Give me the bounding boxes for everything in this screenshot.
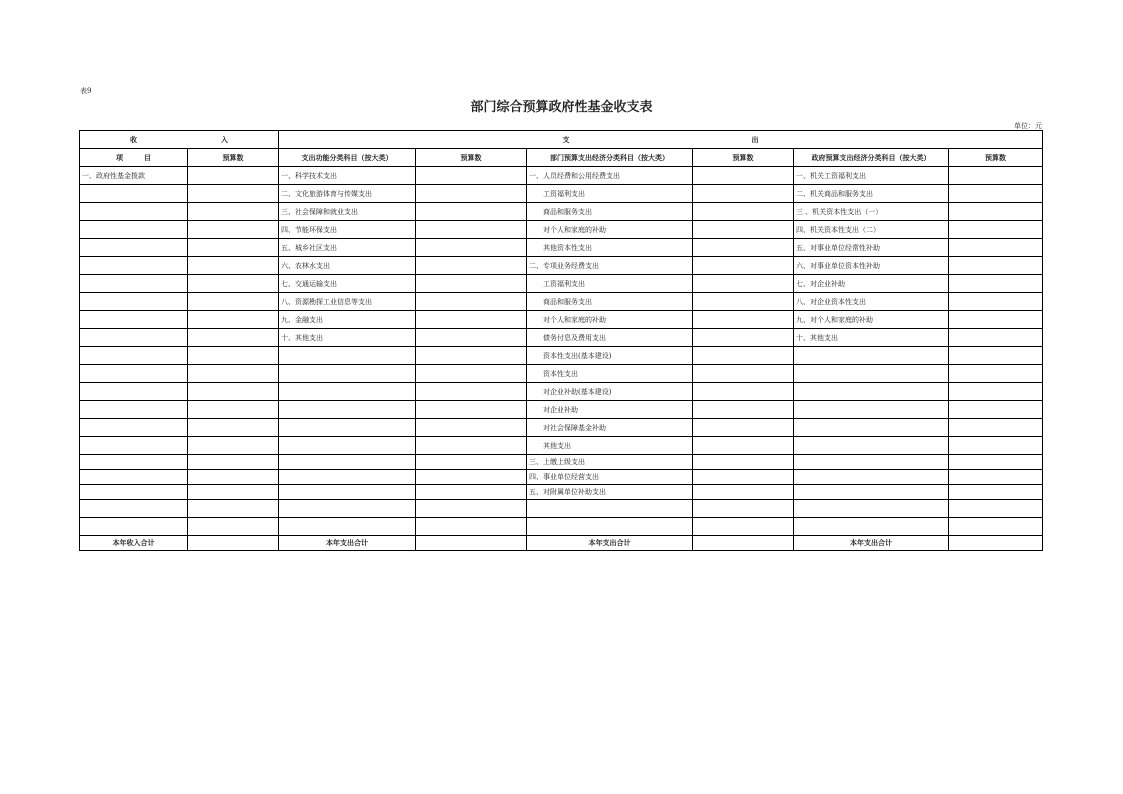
func-budget-cell [416, 419, 527, 437]
income-budget-cell [188, 518, 279, 536]
gov-econ-item-cell: 二、机关商品和服务支出 [794, 185, 949, 203]
dept-budget-cell [693, 455, 794, 470]
table-row [80, 455, 1043, 470]
func-item-cell [279, 347, 416, 365]
income-budget-cell [188, 329, 279, 347]
income-item-cell [80, 500, 188, 518]
income-budget-cell [188, 257, 279, 275]
func-budget-cell [416, 257, 527, 275]
gov-budget-cell [949, 518, 1043, 536]
func-item-cell [279, 401, 416, 419]
dept-econ-column-header: 部门预算支出经济分类科目（按大类） [527, 149, 693, 167]
dept-econ-item-cell [527, 518, 693, 536]
income-item-cell [80, 203, 188, 221]
func-class-column-header: 支出功能分类科目（按大类） [279, 149, 416, 167]
income-budget-cell [188, 365, 279, 383]
gov-econ-item-cell [794, 437, 949, 455]
func-item-cell: 六、农林水支出 [279, 257, 416, 275]
dept-econ-item-cell [527, 500, 693, 518]
gov-budget-cell [949, 329, 1043, 347]
dept-budget-cell [693, 500, 794, 518]
func-item-cell: 八、资源勘探工业信息等支出 [279, 293, 416, 311]
func-budget-cell [416, 401, 527, 419]
dept-econ-item-cell: 对个人和家庭的补助 [527, 311, 693, 329]
gov-budget-cell [949, 455, 1043, 470]
func-budget-cell [416, 167, 527, 185]
income-budget-cell [188, 383, 279, 401]
gov-econ-item-cell: 四、机关资本性支出（二） [794, 221, 949, 239]
dept-budget-cell [693, 470, 794, 485]
table-row [80, 437, 1043, 455]
dept-econ-item-cell: 商品和服务支出 [527, 203, 693, 221]
page-title: 部门综合预算政府性基金收支表 [470, 100, 653, 115]
dept-budget-cell [693, 518, 794, 536]
gov-total-value [949, 536, 1043, 551]
income-item-cell [80, 329, 188, 347]
func-budget-cell [416, 365, 527, 383]
func-total-value [416, 536, 527, 551]
table-row [80, 275, 1043, 293]
income-item-cell [80, 257, 188, 275]
func-budget-cell [416, 185, 527, 203]
dept-econ-item-cell: 其他资本性支出 [527, 239, 693, 257]
income-item-cell [80, 275, 188, 293]
dept-budget-cell [693, 437, 794, 455]
gov-econ-item-cell: 五、对事业单位经常性补助 [794, 239, 949, 257]
table-row [80, 221, 1043, 239]
income-item-cell [80, 311, 188, 329]
income-item-cell: 一、政府性基金拨款 [80, 167, 188, 185]
dept-econ-item-cell: 对个人和家庭的补助 [527, 221, 693, 239]
income-item-cell [80, 239, 188, 257]
table-row [80, 383, 1043, 401]
table-row [80, 470, 1043, 485]
gov-budget-cell [949, 347, 1043, 365]
func-item-cell [279, 518, 416, 536]
table-row [80, 419, 1043, 437]
table-row [80, 500, 1043, 518]
income-total-label: 本年收入合计 [80, 536, 188, 551]
dept-budget-cell [693, 485, 794, 500]
income-header: 收 入 [80, 131, 279, 149]
income-item-cell [80, 455, 188, 470]
table-row [80, 329, 1043, 347]
func-item-cell: 五、城乡社区支出 [279, 239, 416, 257]
income-item-cell [80, 347, 188, 365]
dept-econ-item-cell: 五、对附属单位补助支出 [527, 485, 693, 500]
gov-total-label: 本年支出合计 [794, 536, 949, 551]
gov-budget-column-header: 预算数 [949, 149, 1043, 167]
gov-econ-item-cell [794, 383, 949, 401]
gov-budget-cell [949, 221, 1043, 239]
dept-econ-item-cell: 一、人员经费和公用经费支出 [527, 167, 693, 185]
dept-budget-cell [693, 239, 794, 257]
dept-econ-item-cell: 对社会保障基金补助 [527, 419, 693, 437]
gov-budget-cell [949, 167, 1043, 185]
table-row [80, 167, 1043, 185]
func-budget-cell [416, 275, 527, 293]
dept-econ-item-cell: 四、事业单位经营支出 [527, 470, 693, 485]
dept-budget-cell [693, 419, 794, 437]
table-row [80, 203, 1043, 221]
income-item-cell [80, 485, 188, 500]
dept-econ-item-cell: 对企业补助 [527, 401, 693, 419]
gov-econ-item-cell [794, 470, 949, 485]
expense-header: 支 出 [279, 131, 1043, 149]
dept-budget-cell [693, 257, 794, 275]
total-row [80, 536, 1043, 551]
dept-budget-cell [693, 221, 794, 239]
func-item-cell [279, 470, 416, 485]
income-budget-cell [188, 293, 279, 311]
table-row [80, 311, 1043, 329]
dept-budget-cell [693, 383, 794, 401]
income-budget-cell [188, 419, 279, 437]
dept-budget-cell [693, 167, 794, 185]
dept-econ-item-cell: 三、上缴上级支出 [527, 455, 693, 470]
item-column-header: 项 目 [80, 149, 188, 167]
table-row [80, 365, 1043, 383]
income-item-cell [80, 185, 188, 203]
gov-econ-item-cell [794, 347, 949, 365]
func-item-cell [279, 485, 416, 500]
income-budget-cell [188, 275, 279, 293]
func-budget-cell [416, 470, 527, 485]
table-row [80, 518, 1043, 536]
gov-econ-item-cell [794, 419, 949, 437]
dept-total-label: 本年支出合计 [527, 536, 693, 551]
income-budget-cell [188, 470, 279, 485]
func-item-cell: 四、节能环保支出 [279, 221, 416, 239]
dept-econ-item-cell: 资本性支出(基本建设) [527, 347, 693, 365]
dept-econ-item-cell: 对企业补助(基本建设) [527, 383, 693, 401]
gov-budget-cell [949, 185, 1043, 203]
table-row [80, 347, 1043, 365]
gov-budget-cell [949, 275, 1043, 293]
func-budget-cell [416, 455, 527, 470]
income-item-cell [80, 470, 188, 485]
dept-econ-item-cell: 商品和服务支出 [527, 293, 693, 311]
table-row [80, 485, 1043, 500]
func-budget-cell [416, 437, 527, 455]
income-budget-cell [188, 311, 279, 329]
gov-budget-cell [949, 383, 1043, 401]
dept-econ-item-cell: 资本性支出 [527, 365, 693, 383]
gov-econ-item-cell [794, 455, 949, 470]
func-budget-cell [416, 518, 527, 536]
func-budget-cell [416, 347, 527, 365]
dept-econ-item-cell: 工资福利支出 [527, 185, 693, 203]
gov-budget-cell [949, 311, 1043, 329]
income-item-cell [80, 419, 188, 437]
dept-budget-cell [693, 293, 794, 311]
func-budget-cell [416, 311, 527, 329]
income-item-cell [80, 221, 188, 239]
gov-econ-item-cell: 六、对事业单位资本性补助 [794, 257, 949, 275]
header-row-columns [80, 149, 1043, 167]
func-budget-cell [416, 500, 527, 518]
func-budget-cell [416, 329, 527, 347]
func-item-cell: 二、文化旅游体育与传媒支出 [279, 185, 416, 203]
income-item-cell [80, 365, 188, 383]
dept-budget-cell [693, 203, 794, 221]
func-item-cell [279, 419, 416, 437]
dept-total-value [693, 536, 794, 551]
income-item-cell [80, 437, 188, 455]
func-budget-cell [416, 221, 527, 239]
dept-budget-cell [693, 185, 794, 203]
func-budget-cell [416, 383, 527, 401]
income-total-value [188, 536, 279, 551]
func-total-label: 本年支出合计 [279, 536, 416, 551]
func-budget-column-header: 预算数 [416, 149, 527, 167]
income-budget-cell [188, 167, 279, 185]
dept-budget-cell [693, 311, 794, 329]
gov-econ-item-cell: 十、其他支出 [794, 329, 949, 347]
table-row [80, 185, 1043, 203]
dept-budget-cell [693, 329, 794, 347]
income-budget-cell [188, 185, 279, 203]
dept-budget-cell [693, 275, 794, 293]
table-row [80, 239, 1043, 257]
func-item-cell: 十、其他支出 [279, 329, 416, 347]
gov-econ-item-cell: 七、对企业补助 [794, 275, 949, 293]
func-item-cell: 九、金融支出 [279, 311, 416, 329]
table-row [80, 401, 1043, 419]
dept-budget-column-header: 预算数 [693, 149, 794, 167]
gov-budget-cell [949, 419, 1043, 437]
gov-econ-item-cell [794, 500, 949, 518]
gov-budget-cell [949, 239, 1043, 257]
income-budget-column-header: 预算数 [188, 149, 279, 167]
func-item-cell [279, 365, 416, 383]
gov-econ-item-cell: 八、对企业资本性支出 [794, 293, 949, 311]
dept-econ-item-cell: 工资福利支出 [527, 275, 693, 293]
gov-budget-cell [949, 485, 1043, 500]
unit-label: 单位：元 [1014, 122, 1042, 130]
gov-econ-item-cell: 九、对个人和家庭的补助 [794, 311, 949, 329]
gov-budget-cell [949, 365, 1043, 383]
dept-econ-item-cell: 其他支出 [527, 437, 693, 455]
gov-budget-cell [949, 470, 1043, 485]
func-budget-cell [416, 485, 527, 500]
income-item-cell [80, 383, 188, 401]
dept-econ-item-cell: 二、专项业务经费支出 [527, 257, 693, 275]
income-item-cell [80, 401, 188, 419]
gov-budget-cell [949, 203, 1043, 221]
func-item-cell [279, 455, 416, 470]
dept-budget-cell [693, 365, 794, 383]
func-item-cell: 一、科学技术支出 [279, 167, 416, 185]
gov-econ-column-header: 政府预算支出经济分类科目（按大类） [794, 149, 949, 167]
func-budget-cell [416, 239, 527, 257]
header-row-top [80, 131, 1043, 149]
income-budget-cell [188, 485, 279, 500]
func-item-cell: 三、社会保障和就业支出 [279, 203, 416, 221]
table-number: 表9 [80, 87, 92, 95]
income-budget-cell [188, 437, 279, 455]
func-item-cell [279, 437, 416, 455]
gov-econ-item-cell [794, 485, 949, 500]
func-item-cell: 七、交通运输支出 [279, 275, 416, 293]
gov-econ-item-cell [794, 518, 949, 536]
gov-econ-item-cell: 一、机关工资福利支出 [794, 167, 949, 185]
gov-budget-cell [949, 293, 1043, 311]
income-budget-cell [188, 401, 279, 419]
func-budget-cell [416, 293, 527, 311]
gov-econ-item-cell: 三 、机关资本性支出（一） [794, 203, 949, 221]
income-item-cell [80, 293, 188, 311]
income-budget-cell [188, 221, 279, 239]
func-item-cell [279, 383, 416, 401]
income-budget-cell [188, 203, 279, 221]
dept-econ-item-cell: 债务付息及费用支出 [527, 329, 693, 347]
func-item-cell [279, 500, 416, 518]
table-row [80, 293, 1043, 311]
income-item-cell [80, 518, 188, 536]
gov-budget-cell [949, 401, 1043, 419]
income-budget-cell [188, 500, 279, 518]
income-budget-cell [188, 239, 279, 257]
income-budget-cell [188, 347, 279, 365]
gov-econ-item-cell [794, 365, 949, 383]
dept-budget-cell [693, 401, 794, 419]
table-row [80, 257, 1043, 275]
income-budget-cell [188, 455, 279, 470]
gov-budget-cell [949, 257, 1043, 275]
budget-table [79, 130, 1043, 551]
dept-budget-cell [693, 347, 794, 365]
func-budget-cell [416, 203, 527, 221]
gov-econ-item-cell [794, 401, 949, 419]
gov-budget-cell [949, 437, 1043, 455]
gov-budget-cell [949, 500, 1043, 518]
